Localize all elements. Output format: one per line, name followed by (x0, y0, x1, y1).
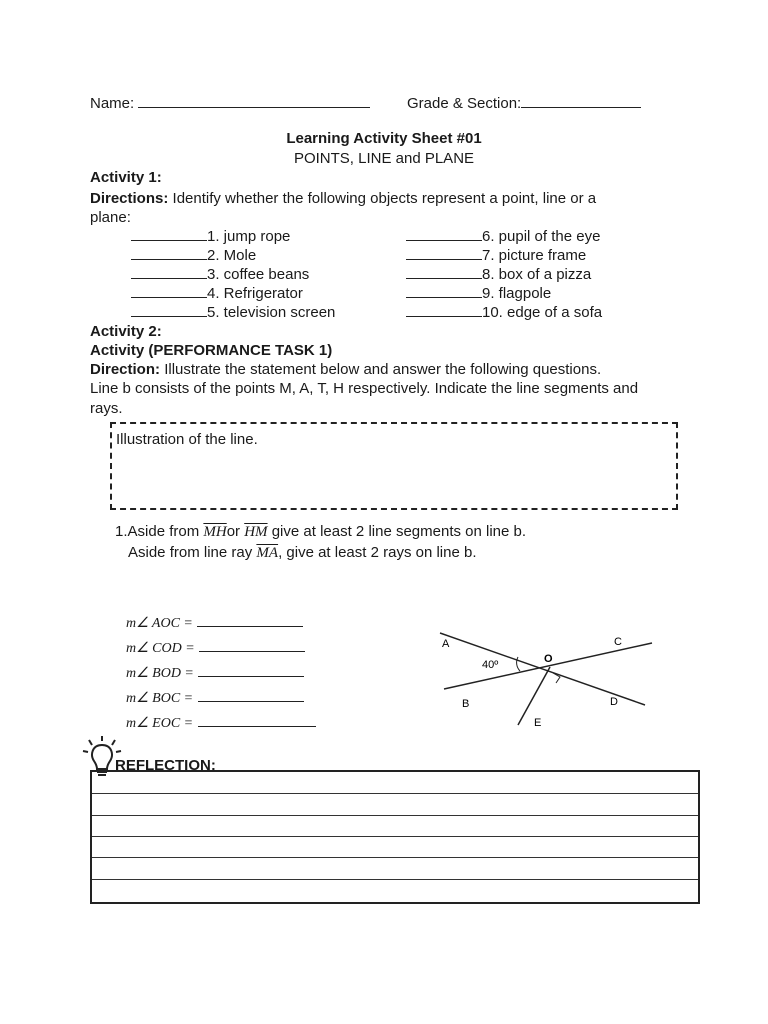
list-item: 3. coffee beans (131, 265, 335, 284)
answer-blank[interactable] (406, 284, 482, 298)
answer-blank[interactable] (198, 691, 304, 702)
question-2: Aside from line ray $\overline{MA}$, give at least 2 rays on line b. (128, 544, 477, 561)
answer-blank[interactable] (197, 616, 303, 627)
ray-ma: $\overline{MA}$ (256, 545, 279, 561)
illustration-label: Illustration of the line. (116, 431, 258, 448)
activity1-heading: Activity 1: (90, 169, 162, 186)
activity1-left-list (131, 227, 335, 322)
list-item: m∠ EOC = (126, 714, 316, 739)
activity2-line2: Line b consists of the points M, A, T, H respectively. Indicate the line segments and (90, 380, 639, 397)
list-item: 5. television screen (131, 303, 335, 322)
list-item: m∠ BOC = (126, 689, 316, 714)
answer-blank[interactable] (131, 265, 207, 279)
activity2-direction (90, 360, 710, 379)
name-field[interactable] (90, 94, 370, 113)
grade-blank[interactable] (521, 94, 641, 108)
list-item: m∠ AOC = (126, 614, 316, 639)
list-item: m∠ BOD = (126, 664, 316, 689)
list-item: 4. Refrigerator (131, 284, 335, 303)
activity1-right-list (406, 227, 602, 322)
label-c: C (614, 636, 622, 648)
answer-blank[interactable] (198, 716, 316, 727)
answer-blank[interactable] (131, 246, 207, 260)
sheet-subtitle: POINTS, LINE and PLANE (293, 150, 475, 167)
reflection-box[interactable] (90, 770, 700, 904)
label-d: D (610, 696, 618, 708)
direction-text: Illustrate the statement below and answer the following questions. (164, 361, 602, 378)
list-item: 10. edge of a sofa (406, 303, 602, 322)
directions-label: Directions: (90, 190, 169, 207)
activity1-directions (90, 189, 690, 208)
list-item: 7. picture frame (406, 246, 602, 265)
answer-blank[interactable] (131, 227, 207, 241)
label-o: O (544, 653, 553, 665)
list-item: 2. Mole (131, 246, 335, 265)
activity2-subheading: Activity (PERFORMANCE TASK 1) (90, 342, 333, 359)
answer-blank[interactable] (199, 641, 305, 652)
segment-mh: $\overline{MH}$ (203, 524, 227, 540)
grade-label: Grade & Section: (407, 95, 522, 112)
list-item: 8. box of a pizza (406, 265, 602, 284)
list-item: 1. jump rope (131, 227, 335, 246)
list-item: m∠ COD = (126, 639, 316, 664)
label-e: E (534, 717, 542, 729)
activity2-heading: Activity 2: (90, 323, 162, 340)
answer-blank[interactable] (406, 265, 482, 279)
answer-blank[interactable] (406, 227, 482, 241)
answer-blank[interactable] (131, 284, 207, 298)
line-bc (444, 643, 652, 689)
angle-arc (517, 657, 520, 671)
grade-section-field[interactable] (407, 94, 641, 113)
label-angle: 40º (482, 659, 499, 671)
name-blank[interactable] (138, 94, 370, 108)
answer-blank[interactable] (198, 666, 304, 677)
directions-text-2: plane: (90, 209, 131, 226)
name-label: Name: (90, 95, 135, 112)
label-b: B (462, 698, 470, 710)
reflection-heading: REFLECTION: (115, 757, 216, 774)
list-item: 9. flagpole (406, 284, 602, 303)
direction-label: Direction: (90, 361, 161, 378)
question-1: 1.Aside from $\overline{MH}or$ $\overline{HM}$ give at least 2 line segments on line b. (115, 523, 527, 540)
segment-hm: $\overline{HM}$ (244, 524, 268, 540)
list-item: 6. pupil of the eye (406, 227, 602, 246)
angle-diagram (430, 625, 660, 735)
label-a: A (442, 638, 450, 650)
directions-text: Identify whether the following objects represent a point, line or a (172, 190, 597, 207)
activity2-line3: rays. (90, 400, 123, 417)
angle-measures (126, 614, 316, 739)
sheet-title: Learning Activity Sheet #01 (286, 130, 482, 147)
illustration-box[interactable] (110, 422, 678, 510)
answer-blank[interactable] (131, 303, 207, 317)
answer-blank[interactable] (406, 246, 482, 260)
answer-blank[interactable] (406, 303, 482, 317)
